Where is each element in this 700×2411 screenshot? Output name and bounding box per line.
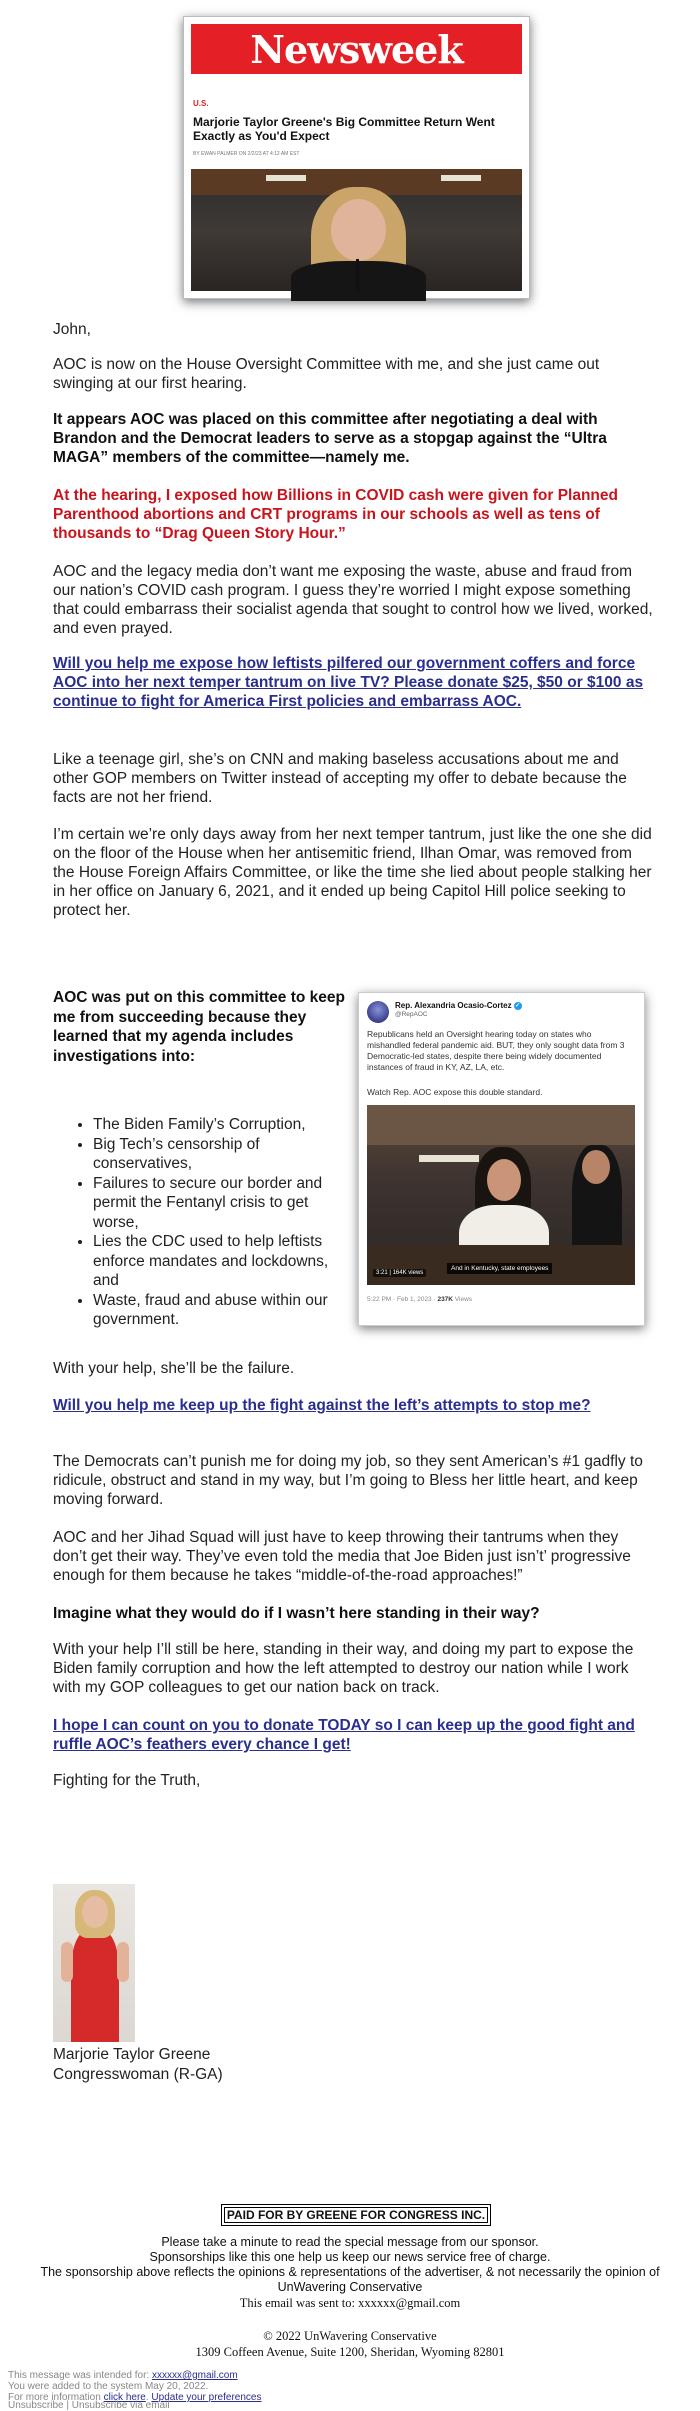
list-item: • Failures to secure our border and permit the Fentanyl crisis to get worse, (93, 1174, 353, 1233)
signature-title: Congresswoman (R-GA) (53, 2066, 223, 2083)
greeting: John, (53, 321, 91, 338)
list-item: • The Biden Family’s Corruption, (93, 1115, 353, 1135)
click-here-link[interactable]: click here (103, 2392, 146, 2403)
video-caption: And in Kentucky, state employees (447, 1263, 552, 1274)
footer-address: 1309 Coffeen Avenue, Suite 1200, Sheridan, Wyoming 82801 (195, 2345, 505, 2359)
donate-link-expose[interactable]: Will you help me expose how leftists pilfered our government coffers and force AOC into her next temper tantrum on live TV? Please donate $25, $50 or $100 as continue to fight for America First policies and embarrass AOC. (53, 655, 644, 710)
newsweek-banner (191, 24, 522, 74)
paragraph-failure: With your help, she’ll be the failure. (53, 1360, 295, 1377)
article-photo (191, 169, 522, 291)
signature-block (53, 2045, 223, 2085)
footer-unsubscribe[interactable]: Unsubscribe | Unsubscribe via email (8, 2400, 170, 2411)
avatar (367, 1001, 389, 1023)
list-item: • Big Tech’s censorship of conservatives, (93, 1135, 353, 1174)
paragraph-help: With your help I’ll still be here, standing in their way, and doing my part to expose the Biden family corruption and how the left attempted to destroy our nation while I work with my GOP colleagues to get our nation back on track. (53, 1641, 634, 1696)
list-item: • Lies the CDC used to help leftists enforce mandates and lockdowns, and (93, 1232, 353, 1291)
investigations-list (53, 1115, 353, 1330)
tweet-video[interactable] (367, 1105, 635, 1285)
paid-for-disclaimer: PAID FOR BY GREENE FOR CONGRESS INC. (221, 2204, 491, 2226)
footer-added: You were added to the system May 20, 2022. (8, 2381, 209, 2392)
tweet-meta: 5:22 PM · Feb 1, 2023 · 237K Views (367, 1296, 473, 1303)
investigations-heading: AOC was put on this committee to keep me from succeeding because they learned that my agenda includes investigations into: (53, 989, 345, 1065)
paragraph-intro: AOC is now on the House Oversight Committee with me, and she just came out swinging at our first hearing. (53, 356, 600, 392)
footer-sent-to: This email was sent to: xxxxxx@gmail.com (239, 2296, 461, 2310)
update-preferences-link[interactable]: Update your preferences (151, 2392, 262, 2403)
closing: Fighting for the Truth, (53, 1772, 201, 1789)
paragraph-tantrum: I’m certain we’re only days away from her next temper tantrum, just like the one she did on the floor of the House when her antisemitic friend, Ilhan Omar, was removed from the House Foreign Affairs Committee, or like the time she lied about people stalking her in her office on January 6, 2021, and it ended up being Capitol Hill police seeking to protect her. (53, 826, 652, 919)
article-byline: BY EWAN PALMER ON 2/2/23 AT 4:12 AM EST (193, 151, 300, 157)
donate-link-fight[interactable]: Will you help me keep up the fight against the left’s attempts to stop me? (53, 1397, 591, 1414)
paragraph-teenage: Like a teenage girl, she’s on CNN and making baseless accusations about me and other GOP members on Twitter instead of accepting my offer to debate because the facts are not her friend. (53, 751, 627, 806)
newsweek-logo: Newsweek (250, 26, 463, 72)
tweet-text: Republicans held an Oversight hearing today on states who mishandled federal pandemic aid. BUT, they only sought data from 3 Democratic-led states, despite there being widely documented instances of fraud in KY, AZ, LA, etc. (367, 1029, 625, 1072)
paragraph-media: AOC and the legacy media don’t want me exposing the waste, abuse and fraud from our nation’s COVID cash program. I guess they’re worried I might expose something that could embarrass their socialist agenda that sought to control how we lived, worked, and even prayed. (53, 563, 653, 637)
paragraph-imagine: Imagine what they would do if I wasn’t here standing in their way? (53, 1605, 540, 1622)
signature-photo (53, 1884, 135, 2042)
tweet-handle: @RepAOC (395, 1011, 428, 1018)
video-time-badge: 3:21 | 164K views (373, 1269, 426, 1277)
article-section: U.S. (193, 99, 209, 108)
verified-icon: ✓ (515, 1002, 521, 1009)
list-item: • Waste, fraud and abuse within our government. (93, 1291, 353, 1330)
embedded-tweet[interactable] (358, 992, 645, 1326)
newsweek-article-image[interactable] (183, 16, 530, 299)
footer-intended: This message was intended for: xxxxxx@gmail.com (8, 2370, 238, 2381)
signature-name: Marjorie Taylor Greene (53, 2046, 211, 2063)
footer-sponsor-line2: Sponsorships like this one help us keep our news service free of charge. (149, 2250, 551, 2264)
footer-copyright: © 2022 UnWavering Conservative (263, 2329, 437, 2343)
donate-link-today[interactable]: I hope I can count on you to donate TODAY so I can keep up the good fight and ruffle AOC’s feathers every chance I get! (53, 1717, 635, 1753)
paragraph-hearing: At the hearing, I exposed how Billions in COVID cash were given for Planned Parenthood abortions and CRT programs in our schools as well as tens of thousands to “Drag Queen Story Hour.” (53, 487, 618, 542)
paragraph-deal: It appears AOC was placed on this committee after negotiating a deal with Brandon and the Democrat leaders to serve as a stopgap against the “Ultra MAGA” members of the committee—namely me. (53, 411, 607, 466)
footer-sponsor-line3: The sponsorship above reflects the opinions & representations of the advertiser, & not necessarily the opinion of UnWavering Conservative (40, 2265, 660, 2294)
intended-email-link[interactable]: xxxxxx@gmail.com (151, 2370, 238, 2381)
tweet-author-name: Rep. Alexandria Ocasio-Cortez ✓ (395, 1001, 521, 1010)
paragraph-squad: AOC and her Jihad Squad will just have to keep throwing their tantrums when they don’t get their way. They’ve even told the media that Joe Biden just isn’t’ progressive enough for them because he takes “middle-of-the-road approaches!” (53, 1529, 631, 1584)
tweet-text-cta: Watch Rep. AOC expose this double standard. (367, 1087, 543, 1097)
footer-sponsor-line1: Please take a minute to read the special message from our sponsor. (161, 2235, 539, 2249)
paragraph-gadfly: The Democrats can’t punish me for doing my job, so they sent American’s #1 gadfly to ridicule, obstruct and stand in my way, but I’m going to Bless her little heart, and keep moving forward. (53, 1453, 643, 1508)
footer-more-info: For more information click here. Update your preferences (8, 2392, 262, 2403)
article-headline: Marjorie Taylor Greene's Big Committee Return Went Exactly as You'd Expect (193, 115, 495, 143)
